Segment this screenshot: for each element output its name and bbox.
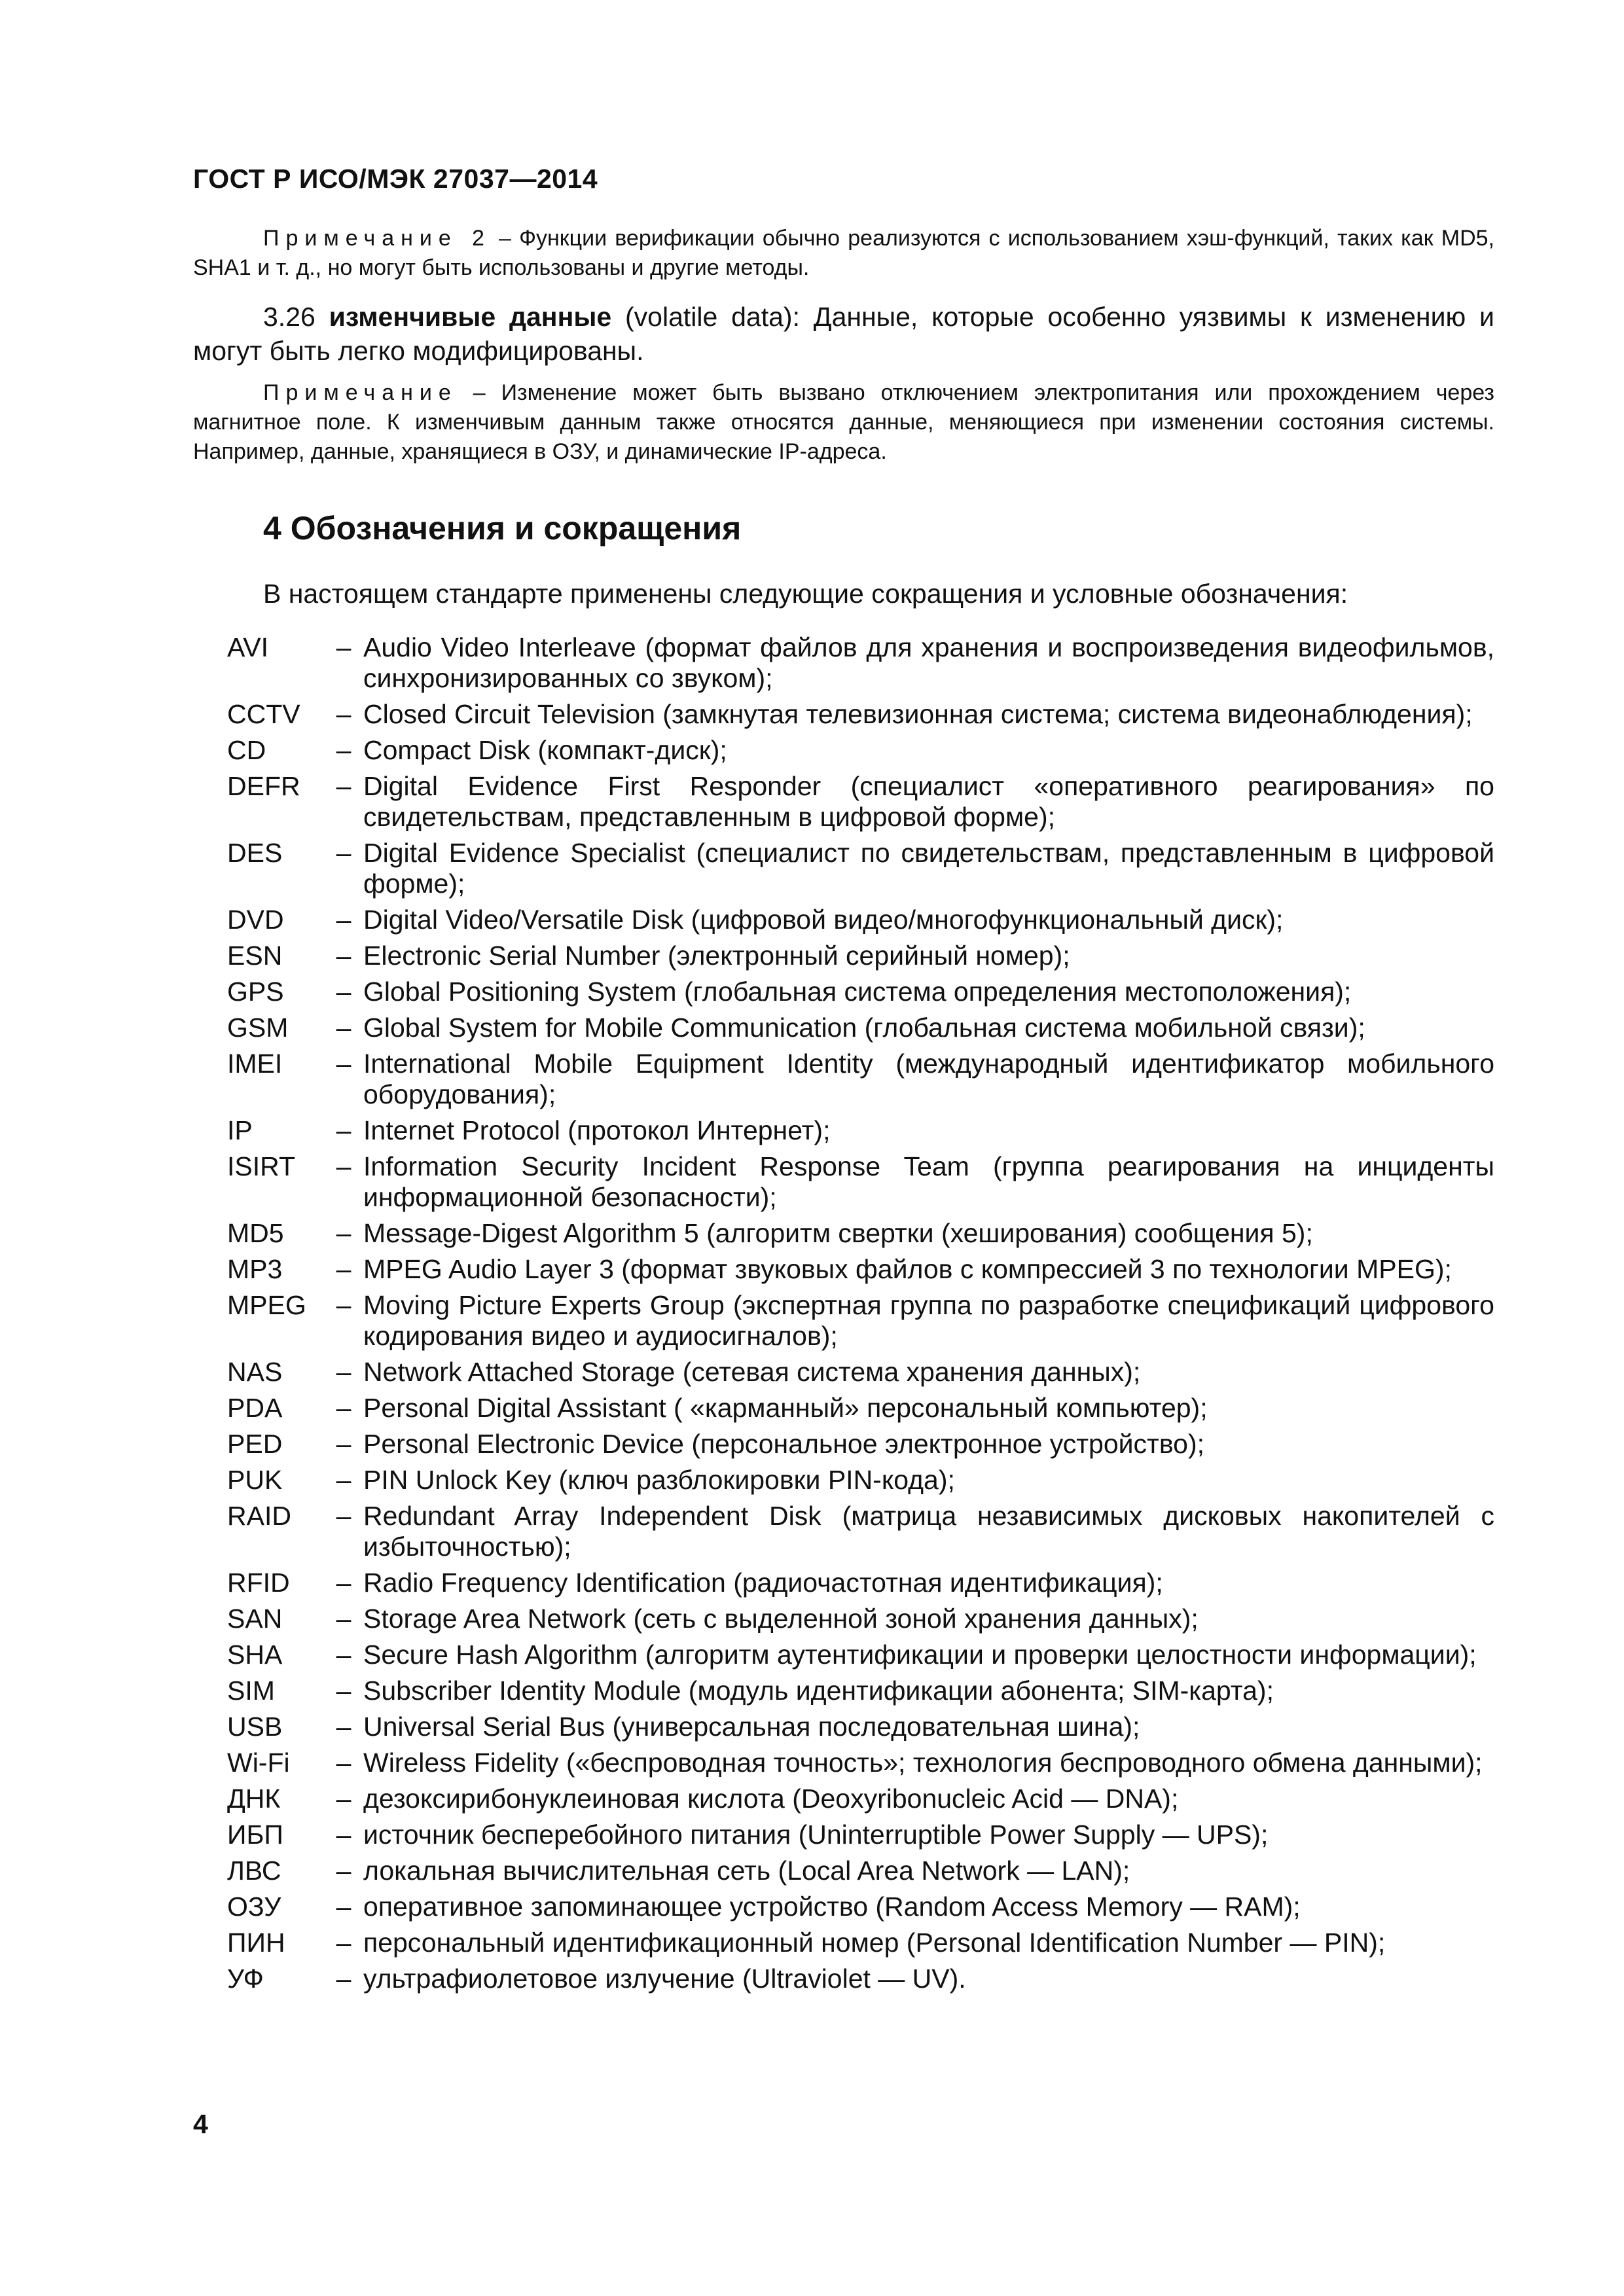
abbreviation-dash: –	[336, 1290, 352, 1320]
abbreviation-dash: –	[336, 1393, 352, 1423]
abbreviation-row	[227, 1115, 1494, 1146]
abbreviation-term: SHA	[227, 1640, 283, 1670]
abbreviation-term: GPS	[227, 977, 284, 1007]
abbreviation-term: RAID	[227, 1501, 291, 1531]
abbreviation-row	[227, 1465, 1494, 1496]
abbreviation-term: УФ	[227, 1964, 264, 1994]
abbreviation-description: Digital Video/Versatile Disk (цифровой видео/многофункциональный диск);	[363, 905, 1284, 935]
abbreviation-dash: –	[336, 1429, 352, 1459]
abbreviation-dash: –	[336, 735, 352, 765]
abbreviation-dash: –	[336, 838, 352, 868]
abbreviation-term: PUK	[227, 1465, 283, 1495]
abbreviation-row	[227, 1784, 1494, 1814]
abbreviation-row	[227, 632, 1494, 694]
abbreviation-description: Global System for Mobile Communication (глобальная система мобильной связи);	[363, 1013, 1365, 1043]
abbreviation-dash: –	[336, 1357, 352, 1387]
abbreviation-row	[227, 1604, 1494, 1634]
abbreviation-term: SIM	[227, 1676, 275, 1706]
abbreviation-row	[227, 1820, 1494, 1850]
abbreviation-term: RFID	[227, 1568, 290, 1598]
abbreviation-dash: –	[336, 699, 352, 729]
abbreviation-description: дезоксирибонуклеиновая кислота (Deoxyribonucleic Acid — DNA);	[363, 1784, 1179, 1814]
abbreviation-description: Digital Evidence First Responder (специалист «оперативного реагирования» по свидетельствам, представленным в цифровой форме);	[363, 771, 1494, 832]
abbreviation-term: ОЗУ	[227, 1892, 281, 1922]
abbreviation-row	[227, 1429, 1494, 1460]
abbreviation-dash: –	[336, 1465, 352, 1495]
abbreviation-description: International Mobile Equipment Identity (международный идентификатор мобильного оборудования);	[363, 1049, 1494, 1109]
note-label: Примечание	[263, 380, 458, 405]
abbreviation-dash: –	[336, 941, 352, 971]
abbreviation-term: MP3	[227, 1254, 283, 1284]
abbreviation-term: PED	[227, 1429, 283, 1459]
abbreviation-description: Redundant Array Independent Disk (матрица независимых дисковых накопителей с избыточностью);	[363, 1501, 1494, 1562]
abbreviation-term: PDA	[227, 1393, 283, 1423]
abbreviation-dash: –	[336, 1820, 352, 1850]
abbreviation-description: Electronic Serial Number (электронный серийный номер);	[363, 941, 1070, 971]
abbreviation-row	[227, 1748, 1494, 1778]
abbreviation-term: NAS	[227, 1357, 283, 1387]
note-volatile	[193, 378, 1494, 467]
abbreviation-dash: –	[336, 1712, 352, 1742]
abbreviation-term: USB	[227, 1712, 283, 1742]
document-header: ГОСТ Р ИСО/МЭК 27037—2014	[193, 164, 598, 194]
section-title: 4 Обозначения и сокращения	[263, 510, 742, 547]
abbreviation-dash: –	[336, 1049, 352, 1079]
abbreviation-description: Internet Protocol (протокол Интернет);	[363, 1115, 831, 1145]
abbreviation-description: MPEG Audio Layer 3 (формат звуковых файлов с компрессией 3 по технологии MPEG);	[363, 1254, 1452, 1284]
abbreviation-term: ДНК	[227, 1784, 281, 1814]
abbreviation-term: DVD	[227, 905, 284, 935]
abbreviation-term: ESN	[227, 941, 283, 971]
abbreviation-term: Wi-Fi	[227, 1748, 290, 1778]
abbreviation-list	[227, 632, 1494, 2000]
abbreviation-row	[227, 1254, 1494, 1285]
abbreviation-description: Subscriber Identity Module (модуль идентификации абонента; SIM-карта);	[363, 1676, 1274, 1706]
abbreviation-dash: –	[336, 1254, 352, 1284]
section-intro: В настоящем стандарте применены следующие сокращения и условные обозначения:	[263, 579, 1348, 609]
abbreviation-term: SAN	[227, 1604, 283, 1634]
abbreviation-description: локальная вычислительная сеть (Local Area Network — LAN);	[363, 1856, 1130, 1886]
abbreviation-dash: –	[336, 1501, 352, 1531]
term-definition-3-26	[193, 300, 1494, 368]
abbreviation-term: ИБП	[227, 1820, 283, 1850]
abbreviation-row	[227, 1568, 1494, 1598]
abbreviation-dash: –	[336, 1218, 352, 1248]
abbreviation-description: персональный идентификационный номер (Personal Identification Number — PIN);	[363, 1928, 1386, 1958]
abbreviation-row	[227, 1151, 1494, 1213]
abbreviation-dash: –	[336, 1676, 352, 1706]
abbreviation-row	[227, 1393, 1494, 1424]
note-verification	[193, 224, 1494, 283]
abbreviation-row	[227, 1676, 1494, 1706]
page-number: 4	[193, 2109, 208, 2139]
abbreviation-dash: –	[336, 1892, 352, 1922]
note-text: – Изменение может быть вызвано отключением электропитания или прохождением через магнитное поле. К изменчивым данным также относятся данные, меняющиеся при изменении состояния системы. Например, данные, хранящиеся в ОЗУ, и динамические IP-адреса.	[193, 380, 1494, 464]
abbreviation-description: оперативное запоминающее устройство (Random Access Memory — RAM);	[363, 1892, 1301, 1922]
abbreviation-row	[227, 1964, 1494, 1994]
abbreviation-term: IP	[227, 1115, 253, 1145]
abbreviation-row	[227, 1501, 1494, 1562]
abbreviation-description: Universal Serial Bus (универсальная последовательная шина);	[363, 1712, 1140, 1742]
abbreviation-dash: –	[336, 1151, 352, 1181]
abbreviation-description: Digital Evidence Specialist (специалист по свидетельствам, представленным в цифровой форме);	[363, 838, 1494, 899]
abbreviation-term: CD	[227, 735, 266, 765]
abbreviation-dash: –	[336, 1115, 352, 1145]
abbreviation-row	[227, 1218, 1494, 1249]
abbreviation-row	[227, 1640, 1494, 1670]
abbreviation-dash: –	[336, 1748, 352, 1778]
abbreviation-term: AVI	[227, 632, 269, 662]
abbreviation-row	[227, 905, 1494, 935]
abbreviation-description: ультрафиолетовое излучение (Ultraviolet — UV).	[363, 1964, 966, 1994]
abbreviation-description: Global Positioning System (глобальная система определения местоположения);	[363, 977, 1352, 1007]
abbreviation-description: Audio Video Interleave (формат файлов для хранения и воспроизведения видеофильмов, синхронизированных со звуком);	[363, 632, 1494, 693]
abbreviation-row	[227, 1856, 1494, 1886]
term-name: изменчивые данные	[329, 302, 612, 332]
abbreviation-row	[227, 771, 1494, 833]
abbreviation-dash: –	[336, 1784, 352, 1814]
abbreviation-description: Message-Digest Algorithm 5 (алгоритм свертки (хеширования) сообщения 5);	[363, 1218, 1313, 1248]
abbreviation-description: Personal Electronic Device (персональное электронное устройство);	[363, 1429, 1204, 1459]
abbreviation-term: CCTV	[227, 699, 300, 729]
abbreviation-dash: –	[336, 905, 352, 935]
abbreviation-description: PIN Unlock Key (ключ разблокировки PIN-кода);	[363, 1465, 955, 1495]
abbreviation-row	[227, 977, 1494, 1007]
abbreviation-term: DES	[227, 838, 283, 868]
abbreviation-description: Closed Circuit Television (замкнутая телевизионная система; система видеонаблюдения);	[363, 699, 1473, 729]
abbreviation-term: MPEG	[227, 1290, 306, 1320]
abbreviation-dash: –	[336, 977, 352, 1007]
abbreviation-dash: –	[336, 1928, 352, 1958]
abbreviation-term: ISIRT	[227, 1151, 296, 1181]
note-label: Примечание 2	[263, 226, 491, 251]
term-number: 3.26	[263, 302, 316, 332]
abbreviation-term: MD5	[227, 1218, 284, 1248]
abbreviation-row	[227, 735, 1494, 766]
abbreviation-row	[227, 1928, 1494, 1958]
abbreviation-description: источник бесперебойного питания (Uninterruptible Power Supply — UPS);	[363, 1820, 1269, 1850]
abbreviation-term: IMEI	[227, 1049, 283, 1079]
abbreviation-dash: –	[336, 1013, 352, 1043]
abbreviation-dash: –	[336, 771, 352, 801]
abbreviation-term: DEFR	[227, 771, 300, 801]
abbreviation-description: Storage Area Network (сеть с выделенной зоной хранения данных);	[363, 1604, 1199, 1634]
abbreviation-row	[227, 1712, 1494, 1742]
abbreviation-dash: –	[336, 632, 352, 662]
abbreviation-description: Information Security Incident Response Team (группа реагирования на инциденты информационной безопасности);	[363, 1151, 1494, 1212]
abbreviation-dash: –	[336, 1568, 352, 1598]
abbreviation-dash: –	[336, 1604, 352, 1634]
abbreviation-term: ПИН	[227, 1928, 285, 1958]
abbreviation-description: Radio Frequency Identification (радиочастотная идентификация);	[363, 1568, 1163, 1598]
abbreviation-dash: –	[336, 1964, 352, 1994]
abbreviation-row	[227, 1013, 1494, 1043]
abbreviation-row	[227, 1357, 1494, 1388]
abbreviation-row	[227, 1290, 1494, 1352]
abbreviation-row	[227, 838, 1494, 899]
abbreviation-description: Compact Disk (компакт-диск);	[363, 735, 727, 765]
abbreviation-term: ЛВС	[227, 1856, 281, 1886]
abbreviation-description: Personal Digital Assistant ( «карманный» персональный компьютер);	[363, 1393, 1208, 1423]
abbreviation-row	[227, 699, 1494, 730]
abbreviation-dash: –	[336, 1856, 352, 1886]
note-text: – Функции верификации обычно реализуются с использованием хэш-функций, таких как MD5, SHA1 и т. д., но могут быть использованы и другие методы.	[193, 226, 1494, 280]
term-text: (volatile data): Данные, которые особенно уязвимы к изменению и могут быть легко модифицированы.	[193, 302, 1494, 366]
abbreviation-row	[227, 941, 1494, 971]
abbreviation-description: Wireless Fidelity («беспроводная точность»; технология беспроводного обмена данными);	[363, 1748, 1483, 1778]
abbreviation-dash: –	[336, 1640, 352, 1670]
abbreviation-row	[227, 1892, 1494, 1922]
abbreviation-description: Moving Picture Experts Group (экспертная группа по разработке спецификаций цифрового кодирования видео и аудиосигналов);	[363, 1290, 1494, 1351]
abbreviation-term: GSM	[227, 1013, 289, 1043]
abbreviation-description: Network Attached Storage (сетевая система хранения данных);	[363, 1357, 1141, 1387]
abbreviation-row	[227, 1049, 1494, 1110]
abbreviation-description: Secure Hash Algorithm (алгоритм аутентификации и проверки целостности информации);	[363, 1640, 1477, 1670]
